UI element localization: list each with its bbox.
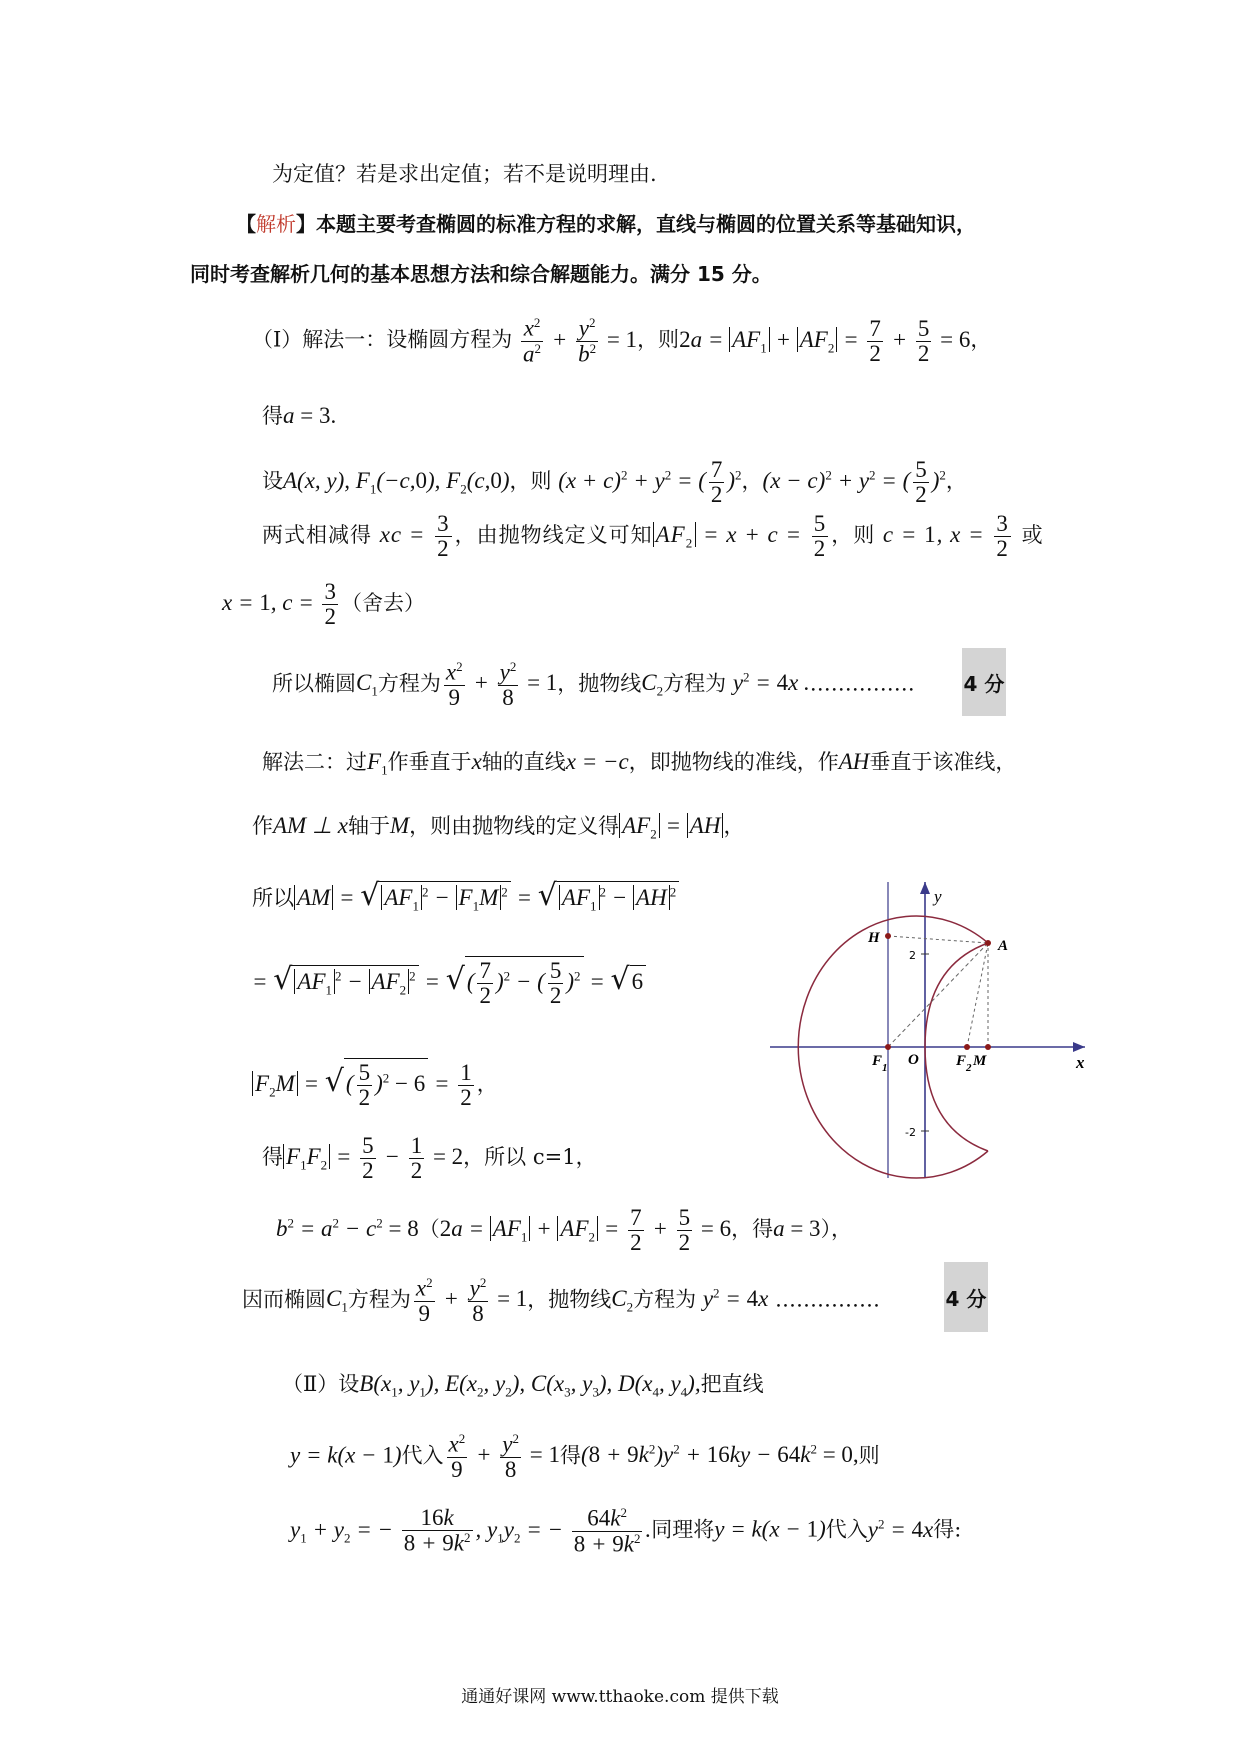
m2-eq-is: 方程为	[347, 1287, 411, 1312]
part1-result: 所以椭圆$C_1$方程为 $\frac{x^2}{9}$ + $\frac{y^2}{8}$ = 1，抛物线$C_2$方程为 $y^2 = 4x$ .……………	[272, 659, 915, 710]
method2-line-am: 所以 AM = √ $AF_1^2 - F_1M$ $^2$ = √ $AF_1^2$ − AH $^2$	[252, 878, 679, 914]
ellipse-parabola-figure	[760, 868, 1090, 1188]
label-f2: F	[956, 1053, 967, 1069]
point-h	[885, 933, 891, 939]
p2-sub-in-2: 代入	[825, 1517, 868, 1542]
label-y: y	[934, 887, 942, 906]
method2-line-f1f2: 得 $F_1F_2$ = $\frac{5}{2}$ − $\frac{1}{2}$ = 2，所以 c=1，	[262, 1133, 597, 1184]
m2-so: 所以	[252, 886, 294, 910]
or-label: 或	[1021, 522, 1044, 547]
part1-line-1: （Ⅰ）解法一：设椭圆方程为 $\frac{x^2}{a^2}$ + $\frac{y^2}{b^2}$ = 1，则$2a = AF_1 + AF_2$ = $\frac{7}{2}$ + $\frac{5}{2}$ = 6，	[252, 315, 992, 367]
get-a-label: 得	[262, 404, 283, 428]
part1-line-discard: x = 1, c = $\frac{3}{2}$ （舍去）	[222, 579, 425, 630]
two-sub-label: 两式相减得	[262, 522, 372, 547]
p2-line: 把直线	[700, 1372, 764, 1396]
label-f1-sub: 1	[882, 1062, 888, 1074]
eq-is-label-2: 方程为	[663, 671, 727, 696]
dots: ……………	[809, 671, 915, 696]
m2-eq-is-2: 方程为	[633, 1287, 697, 1312]
analysis-line-1	[236, 212, 976, 236]
analysis-text-1: 本题主要考查椭圆的标准方程的求解，直线与椭圆的位置关系等基础知识，	[316, 212, 976, 236]
label-h: H	[868, 930, 880, 946]
m2-get-a3: ，得	[731, 1216, 774, 1241]
af2-dashed	[967, 943, 988, 1047]
y-axis-arrow	[920, 882, 930, 894]
score-badge-1: 4 分	[962, 648, 1006, 716]
label-tick-2: 2	[909, 949, 916, 962]
discard-label: （舍去）	[340, 590, 425, 615]
score-badge-2: 4 分	[944, 1262, 988, 1332]
analysis-tag: 解析	[256, 212, 296, 236]
label-tick-m2: -2	[905, 1126, 916, 1139]
analysis-line-2: 同时考查解析几何的基本思想方法和综合解题能力。满分 15 分。	[190, 262, 772, 286]
m2-l2a: 作	[252, 814, 273, 838]
part1-prefix: （Ⅰ）解法一：设椭圆方程为	[252, 327, 513, 352]
method2-line-b2: $b^2 = a^2 - c^2 = 8(2a = AF_1 + AF_2$ = $\frac{7}{2}$ + $\frac{5}{2}$ = 6，得a = 3），	[276, 1205, 853, 1256]
method2-line-sqrt6: = √ $AF_1^2 - AF_2^2$ = √( $\frac{7}{2}$ )$^2$ − ( $\frac{5}{2}$ )$^2$ = √6	[252, 956, 646, 1008]
m2-l1c: 轴的直线	[481, 750, 566, 774]
m2-parabola: ，抛物线	[527, 1287, 612, 1312]
p2-get2: 得:	[933, 1517, 962, 1542]
m2-l2b: 轴于	[347, 814, 390, 838]
part2-line-3: $y_1 + y_2$ = − $\frac{16k}{8 + 9k^2}$ , $y_1y_2$ = − $\frac{64k^2}{8 + 9k^2}$ .同理将y = k(x − 1)代入$y^2 = 4x$得:	[290, 1505, 962, 1557]
method2-result: 因而椭圆$C_1$方程为 $\frac{x^2}{9}$ + $\frac{y^2}{8}$ = 1，抛物线$C_2$方程为 $y^2 = 4x$ ……………	[242, 1275, 880, 1326]
so-ellipse-label: 所以椭圆	[272, 671, 356, 696]
label-x: x	[1076, 1053, 1085, 1072]
m2-l1b: 作垂直于	[387, 750, 472, 774]
point-a	[985, 940, 991, 946]
method2-line-1: 解法二：过$F_1$作垂直于x轴的直线x = −c，即抛物线的准线，作AH垂直于该准线，	[262, 749, 1017, 778]
m2-l2c: ，则由抛物线的定义得	[409, 814, 620, 838]
part1-line-get-a: 得a = 3.	[262, 403, 337, 428]
p2-get: 得	[559, 1443, 581, 1468]
m2-l1a: 解法二：过	[262, 750, 367, 774]
p2-sub-in: 代入	[401, 1443, 444, 1468]
p2-prefix: （Ⅱ）设	[282, 1372, 360, 1396]
point-m	[985, 1044, 991, 1050]
bracket-close: 】	[296, 212, 316, 236]
part1-line-set: 设A(x, y), $F_1(-c,0)$, $F_2(c,0)$，则 $(x + c)^2 + y^2$ = ( $\frac{7}{2}$ )$^2$，$(x - c)^2 + y^2$ = ( $\frac{5}{2}$ )$^2$，	[262, 457, 967, 508]
by-parabola-label: ，由抛物线定义可知	[454, 522, 653, 547]
m2-thus-ellipse: 因而椭圆	[242, 1287, 326, 1312]
then-c-label: ，则	[831, 522, 876, 547]
label-f2-sub: 2	[966, 1062, 972, 1074]
m2-dots: ……………	[774, 1287, 880, 1312]
point-f2	[964, 1044, 970, 1050]
part2-line-2: y = k(x − 1)代入 $\frac{x^2}{9}$ + $\frac{y^2}{8}$ = 1得$(8 + 9k^2)y^2 + 16ky - 64k^2 = 0$,则	[290, 1431, 880, 1482]
label-o: O	[908, 1052, 919, 1068]
x-axis-arrow	[1073, 1042, 1085, 1052]
p2-similarly: 同理将	[651, 1517, 715, 1542]
parabola-label: ，抛物线	[557, 671, 642, 696]
m2-l1e: 垂直于该准线，	[869, 750, 1017, 774]
part2-line-1: （Ⅱ）设$B(x_1$, $y_1$), $E(x_2$, $y_2$), $C(x_3$, $y_3$), $D(x_4$, $y_4$),把直线	[282, 1371, 764, 1400]
footer: 通通好课网 www.tthaoke.com 提供下载	[461, 1687, 779, 1707]
bracket-open: 【	[236, 212, 256, 236]
part1-then: ，则	[637, 327, 680, 352]
m2-get: 得	[262, 1144, 283, 1169]
label-a: A	[998, 938, 1009, 954]
ah-dashed	[888, 936, 988, 943]
label-f1: F	[872, 1053, 883, 1069]
method2-line-f2m: $F_2M$ = √( $\frac{5}{2}$ )$^2$ − 6 = $\frac{1}{2}$ ，	[252, 1058, 498, 1110]
m2-so-c: ，所以 c=1，	[463, 1144, 597, 1169]
m2-close-paren: ），	[820, 1216, 853, 1241]
method2-line-2: 作AM ⊥ x轴于M，则由抛物线的定义得 $AF_2$ = AH ，	[252, 813, 745, 842]
part1-line-subtract: 两式相减得 xc = $\frac{3}{2}$ ，由抛物线定义可知 $AF_2 = x + c$ = $\frac{5}{2}$ ，则 c = 1, x = $\frac{3}{2}$ 或	[262, 511, 1044, 562]
point-f1	[885, 1044, 891, 1050]
eq-is-label: 方程为	[377, 671, 441, 696]
label-m: M	[973, 1053, 987, 1069]
af1-dashed	[888, 943, 988, 1047]
p2-then: 则	[858, 1443, 880, 1468]
intro-line: 为定值？若是求出定值；若不是说明理由.	[272, 162, 657, 186]
m2-l1d: ，即抛物线的准线，作	[628, 750, 839, 774]
set-label: 设	[262, 468, 283, 493]
